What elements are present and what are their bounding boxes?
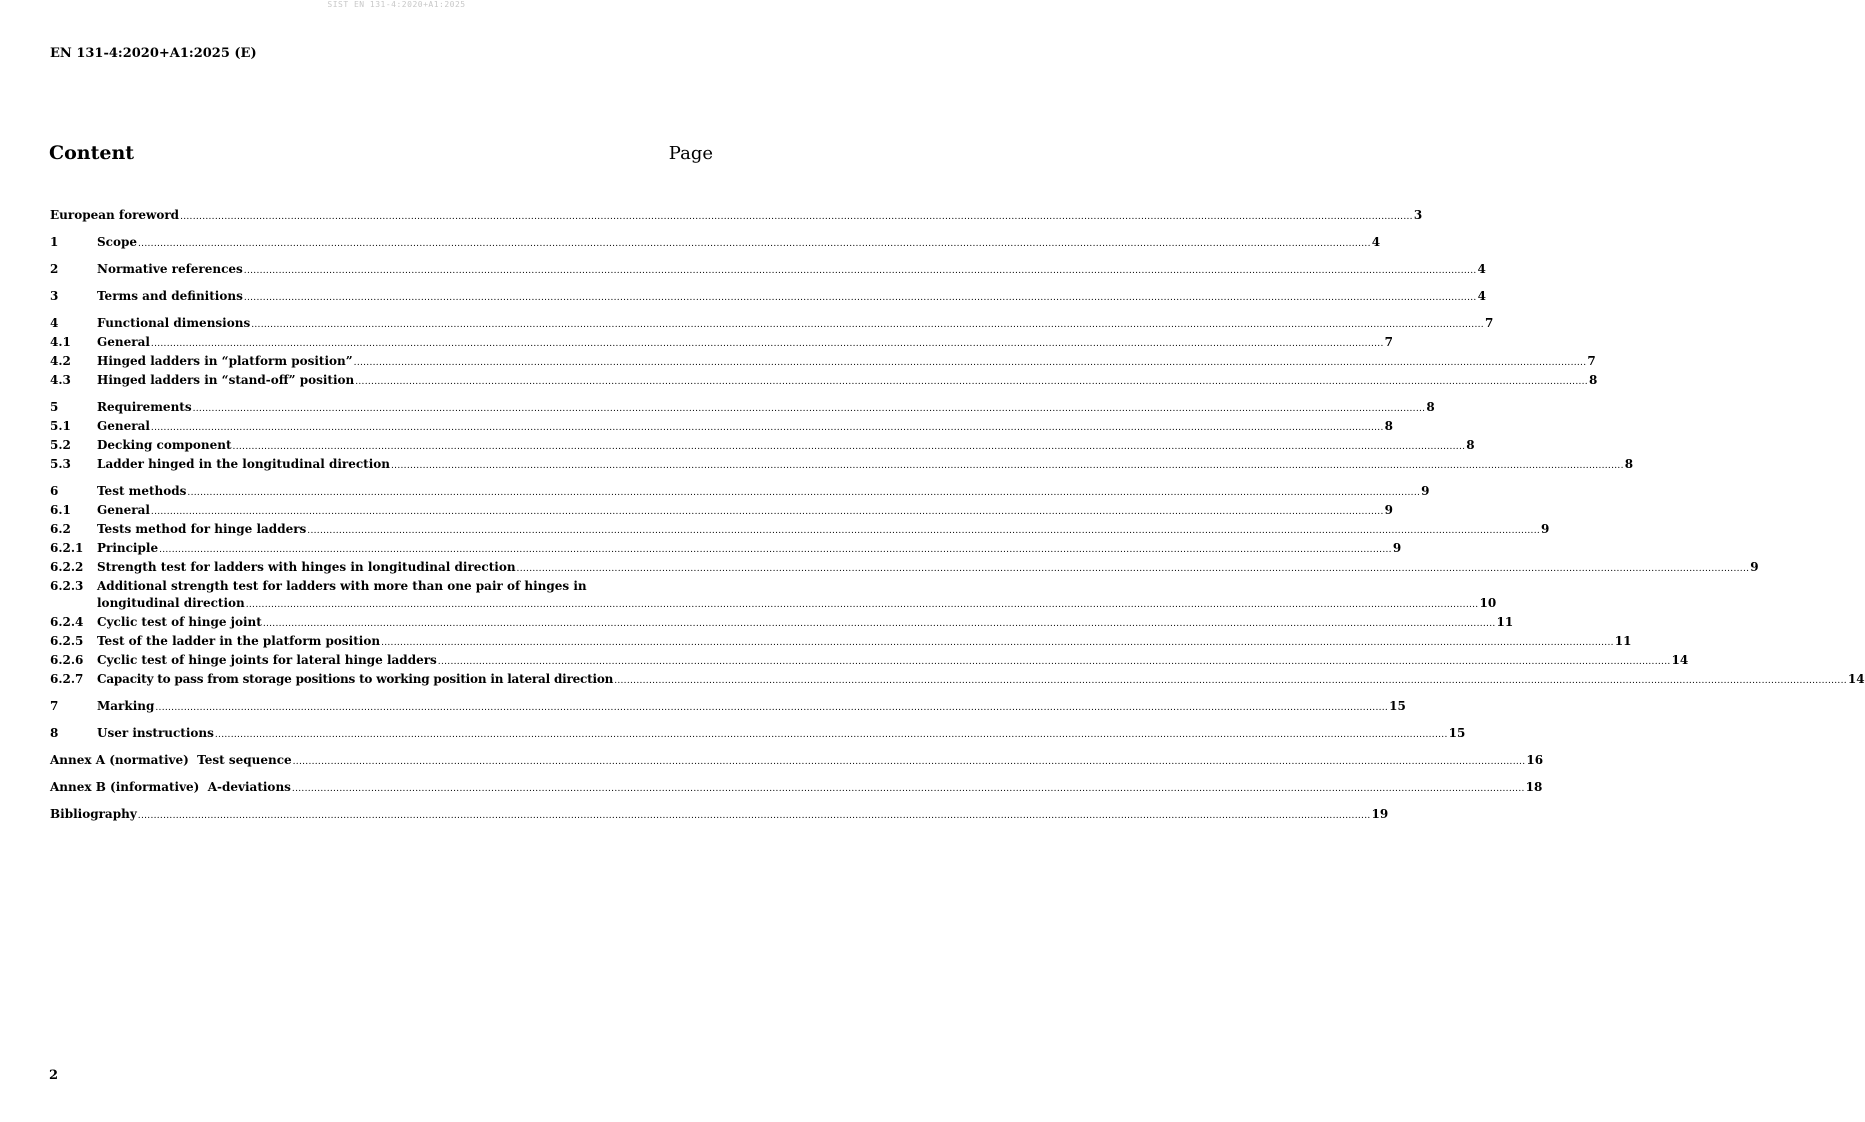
toc-leader-dots bbox=[151, 420, 1384, 437]
toc-entry-number: 6.2.6 bbox=[50, 653, 84, 667]
page-column-label: Page bbox=[668, 143, 713, 164]
toc-entry-title: Principle bbox=[97, 541, 159, 555]
toc-entry-6-1[interactable] bbox=[50, 502, 1393, 521]
toc-entry-number: 6.2.5 bbox=[50, 634, 84, 648]
toc-entry-page: 8 bbox=[1588, 373, 1598, 387]
toc-leader-dots bbox=[251, 317, 1484, 334]
toc-entry-title: Hinged ladders in “stand-off” position bbox=[97, 373, 355, 387]
toc-entry-page: 9 bbox=[1392, 541, 1402, 555]
toc-leader-dots bbox=[355, 374, 1588, 391]
toc-entry-6-2-5[interactable] bbox=[50, 633, 1632, 652]
toc-entry-terms-definitions[interactable] bbox=[50, 288, 1486, 307]
toc-entry-title: Annex B (informative) A-deviations bbox=[50, 780, 291, 794]
toc-entry-title: Annex A (normative) Test sequence bbox=[50, 753, 292, 767]
toc-entry-4-2[interactable] bbox=[50, 353, 1596, 372]
toc-entry-number: 5.2 bbox=[50, 438, 71, 452]
toc-leader-dots bbox=[293, 754, 1526, 771]
toc-leader-dots bbox=[517, 561, 1750, 578]
toc-entry-title: Capacity to pass from storage positions to working position in lateral direction bbox=[97, 672, 614, 686]
toc-entry-5-3[interactable] bbox=[50, 456, 1634, 475]
toc-entry-marking[interactable] bbox=[50, 698, 1406, 717]
toc-entry-number: 6.2.1 bbox=[50, 541, 84, 555]
toc-entry-user-instructions[interactable] bbox=[50, 725, 1466, 744]
toc-entry-title: General bbox=[97, 503, 150, 517]
toc-entry-page: 9 bbox=[1384, 503, 1393, 517]
toc-entry-number: 5.3 bbox=[50, 457, 71, 471]
toc-entry-page: 4 bbox=[1477, 262, 1486, 276]
toc-leader-dots bbox=[138, 236, 1371, 253]
toc-entry-page: 18 bbox=[1525, 780, 1543, 794]
toc-entry-title: Requirements bbox=[97, 400, 192, 414]
toc-entry-number: 6.1 bbox=[50, 503, 71, 517]
toc-leader-dots bbox=[233, 439, 1466, 456]
contents-heading: Content bbox=[49, 142, 135, 164]
toc-entry-6-2-1[interactable] bbox=[50, 540, 1402, 559]
toc-entry-title-continued: longitudinal direction bbox=[97, 596, 245, 610]
toc-leader-dots bbox=[187, 485, 1420, 502]
toc-entry-page: 4 bbox=[1477, 289, 1486, 303]
toc-entry-title: Tests method for hinge ladders bbox=[97, 522, 307, 536]
toc-entry-page: 15 bbox=[1448, 726, 1466, 740]
toc-entry-page: 8 bbox=[1624, 457, 1634, 471]
toc-entry-title: Additional strength test for ladders with more than one pair of hinges in bbox=[97, 579, 587, 593]
toc-entry-title: Marking bbox=[97, 699, 155, 713]
toc-entry-number: 6.2 bbox=[50, 522, 71, 536]
toc-leader-dots bbox=[193, 401, 1426, 418]
toc-entry-normative-references[interactable] bbox=[50, 261, 1486, 280]
toc-entry-6-2-7[interactable] bbox=[50, 671, 1865, 690]
toc-leader-dots bbox=[381, 635, 1614, 652]
toc-entry-annex-b[interactable] bbox=[50, 779, 1543, 798]
toc-entry-title: Terms and definitions bbox=[97, 289, 243, 303]
toc-leader-dots bbox=[391, 458, 1624, 475]
toc-entry-number: 4.3 bbox=[50, 373, 71, 387]
toc-entry-number: 2 bbox=[50, 262, 59, 276]
toc-entry-functional-dimensions[interactable] bbox=[50, 315, 1494, 334]
toc-entry-page: 9 bbox=[1421, 484, 1430, 498]
toc-entry-title: Test methods bbox=[97, 484, 187, 498]
toc-entry-number: 6.2.4 bbox=[50, 615, 84, 629]
toc-entry-title: Strength test for ladders with hinges in longitudinal direction bbox=[97, 560, 516, 574]
toc-entry-page: 9 bbox=[1750, 560, 1759, 574]
toc-entry-page: 10 bbox=[1479, 596, 1497, 610]
toc-entry-title: Normative references bbox=[97, 262, 243, 276]
toc-entry-number: 4.1 bbox=[50, 335, 71, 349]
toc-entry-foreword[interactable] bbox=[50, 207, 1423, 226]
toc-leader-dots bbox=[159, 542, 1392, 559]
toc-entry-number: 6.2.2 bbox=[50, 560, 84, 574]
toc-entry-number: 6.2.7 bbox=[50, 672, 84, 686]
toc-entry-page: 8 bbox=[1384, 419, 1393, 433]
toc-entry-6-2[interactable] bbox=[50, 521, 1550, 540]
toc-entry-6-2-6[interactable] bbox=[50, 652, 1689, 671]
toc-entry-page: 16 bbox=[1526, 753, 1544, 767]
toc-entry-number: 5.1 bbox=[50, 419, 71, 433]
toc-entry-page: 14 bbox=[1847, 672, 1865, 686]
toc-entry-number: 6 bbox=[50, 484, 59, 498]
toc-leader-dots bbox=[138, 808, 1371, 825]
toc-leader-dots bbox=[151, 504, 1384, 521]
toc-entry-6-2-4[interactable] bbox=[50, 614, 1514, 633]
toc-entry-requirements[interactable] bbox=[50, 399, 1435, 418]
toc-entry-title: Hinged ladders in “platform position” bbox=[97, 354, 353, 368]
toc-entry-scope[interactable] bbox=[50, 234, 1381, 253]
toc-entry-title: Decking component bbox=[97, 438, 232, 452]
toc-entry-title: European foreword bbox=[50, 208, 180, 222]
toc-entry-4-3[interactable] bbox=[50, 372, 1598, 391]
toc-entry-page: 7 bbox=[1587, 354, 1596, 368]
toc-entry-page: 9 bbox=[1541, 522, 1550, 536]
toc-leader-dots bbox=[244, 263, 1477, 280]
toc-entry-number: 4.2 bbox=[50, 354, 71, 368]
toc-entry-title: User instructions bbox=[97, 726, 214, 740]
toc-entry-page: 11 bbox=[1496, 615, 1514, 629]
toc-entry-title: Scope bbox=[97, 235, 138, 249]
toc-entry-5-2[interactable] bbox=[50, 437, 1475, 456]
toc-entry-test-methods[interactable] bbox=[50, 483, 1430, 502]
toc-leader-dots bbox=[292, 781, 1525, 798]
toc-entry-4-1[interactable] bbox=[50, 334, 1393, 353]
toc-leader-dots bbox=[354, 355, 1587, 372]
toc-entry-title: Test of the ladder in the platform position bbox=[97, 634, 381, 648]
watermark: SIST EN 131-4:2020+A1:2025 bbox=[327, 0, 466, 9]
toc-entry-title: General bbox=[97, 419, 150, 433]
toc-leader-dots bbox=[155, 700, 1388, 717]
page-number: 2 bbox=[49, 1068, 59, 1083]
toc-entry-number: 6.2.3 bbox=[50, 579, 84, 593]
toc-leader-dots bbox=[438, 654, 1671, 671]
toc-leader-dots bbox=[244, 290, 1477, 307]
table-of-contents bbox=[50, 207, 1865, 825]
toc-leader-dots bbox=[307, 523, 1540, 540]
toc-entry-annex-a[interactable] bbox=[50, 752, 1544, 771]
toc-entry-title: Ladder hinged in the longitudinal direction bbox=[97, 457, 391, 471]
toc-leader-dots bbox=[263, 616, 1496, 633]
toc-entry-6-2-2[interactable] bbox=[50, 559, 1759, 578]
toc-entry-page: 19 bbox=[1371, 807, 1389, 821]
toc-entry-number: 4 bbox=[50, 316, 59, 330]
document-id-header: EN 131-4:2020+A1:2025 (E) bbox=[50, 46, 257, 61]
toc-leader-dots bbox=[180, 209, 1413, 226]
toc-entry-page: 11 bbox=[1614, 634, 1632, 648]
toc-entry-page: 8 bbox=[1426, 400, 1435, 414]
toc-entry-page: 3 bbox=[1413, 208, 1423, 222]
toc-leader-dots bbox=[246, 597, 1479, 614]
toc-entry-page: 15 bbox=[1389, 699, 1406, 713]
toc-entry-page: 4 bbox=[1371, 235, 1381, 249]
toc-entry-title: Cyclic test of hinge joints for lateral hinge ladders bbox=[97, 653, 437, 667]
toc-entry-page: 7 bbox=[1384, 335, 1393, 349]
toc-entry-title: Bibliography bbox=[50, 807, 137, 821]
toc-leader-dots bbox=[215, 727, 1448, 744]
toc-entry-page: 14 bbox=[1671, 653, 1689, 667]
toc-entry-page: 8 bbox=[1466, 438, 1475, 452]
toc-entry-5-1[interactable] bbox=[50, 418, 1393, 437]
toc-entry-title: Cyclic test of hinge joint bbox=[97, 615, 262, 629]
toc-entry-number: 1 bbox=[50, 235, 59, 249]
toc-entry-number: 8 bbox=[50, 726, 59, 740]
toc-entry-bibliography[interactable] bbox=[50, 806, 1389, 825]
toc-leader-dots bbox=[614, 673, 1847, 690]
toc-entry-number: 3 bbox=[50, 289, 59, 303]
toc-entry-number: 7 bbox=[50, 699, 59, 713]
toc-entry-number: 5 bbox=[50, 400, 59, 414]
toc-entry-6-2-3[interactable] bbox=[50, 578, 1497, 614]
toc-entry-page: 7 bbox=[1484, 316, 1494, 330]
toc-entry-title: Functional dimensions bbox=[97, 316, 251, 330]
toc-leader-dots bbox=[151, 336, 1384, 353]
toc-entry-title: General bbox=[97, 335, 150, 349]
